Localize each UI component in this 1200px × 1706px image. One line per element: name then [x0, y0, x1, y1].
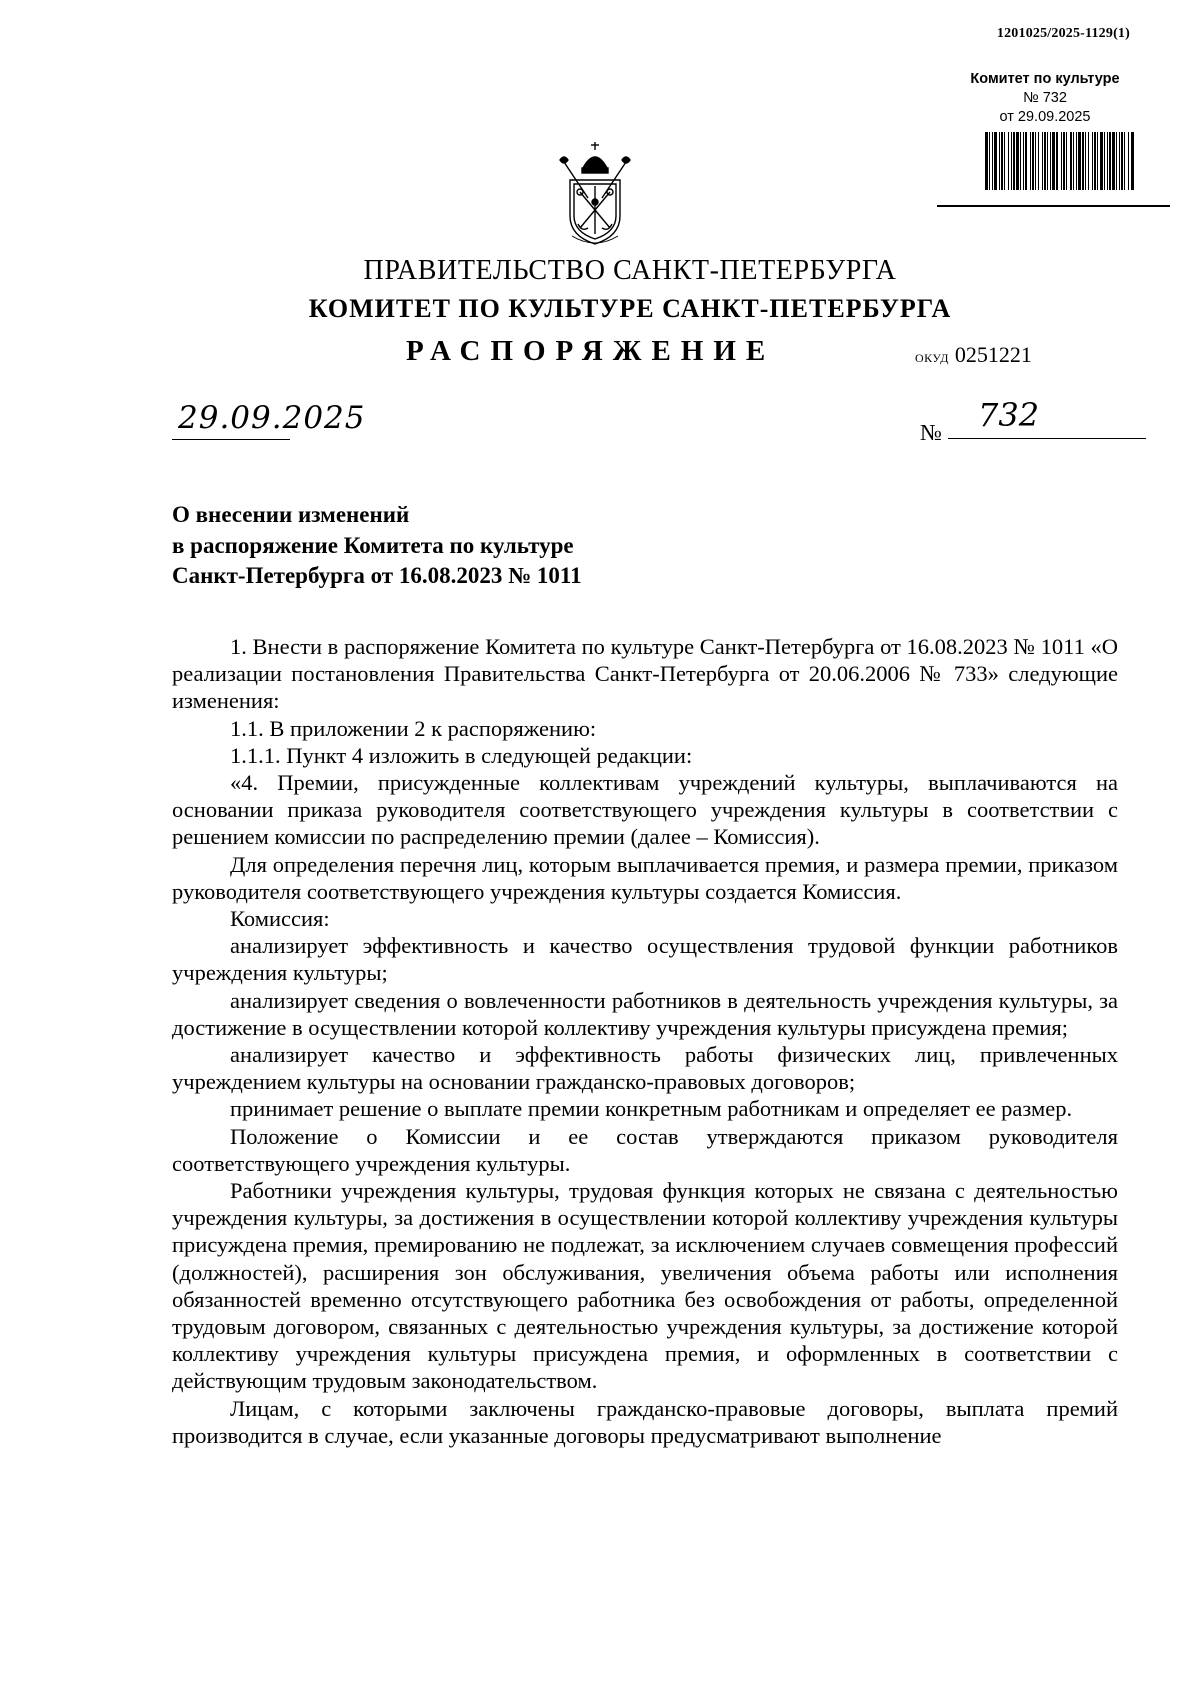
barcode-bar [1100, 132, 1103, 190]
body-paragraph: Комиссия: [230, 906, 330, 932]
government-title: ПРАВИТЕЛЬСТВО САНКТ-ПЕТЕРБУРГА [363, 255, 897, 286]
barcode-bar [1001, 132, 1003, 190]
registration-code: 1201025/2025-1129(1) [996, 26, 1130, 41]
barcode-bar [1078, 132, 1081, 190]
subject-line: в распоряжение Комитета по культуре [172, 532, 574, 558]
document-date: 29.09.2025 [178, 400, 366, 436]
barcode-bar [1042, 132, 1043, 190]
barcode-bar [992, 132, 993, 190]
barcode-bar [1063, 132, 1065, 190]
barcode-bar [1044, 132, 1046, 190]
barcode-bar [1035, 132, 1036, 190]
body-paragraph: 1.1. В приложении 2 к распоряжению: [230, 715, 597, 741]
body-paragraph: анализирует сведения о вовлеченности работников в деятельность учреждения культуры, за достижение в осуществлении которой коллективу учреждения культуры присуждена премия; [172, 987, 1118, 1040]
barcode-bar [1124, 132, 1125, 190]
barcode-bar [1025, 132, 1027, 190]
barcode-bar [1020, 132, 1021, 190]
okud-label: ОКУД [915, 351, 949, 365]
okud-code-block [915, 342, 1032, 368]
number-underline [948, 438, 1146, 439]
body-paragraph: 1. Внести в распоряжение Комитета по культуре Санкт-Петербурга от 16.08.2023 № 1011 «О реализации постановления Правительства Санкт-Петербурга от 20.06.2006 № 733» следующие изменения: [172, 634, 1118, 714]
okud-code: 0251221 [954, 342, 1032, 367]
body-paragraph: Лицам, с которыми заключены гражданско-правовые договоры, выплата премий производится в случае, если указанные договоры предусматривают выполнение [172, 1395, 1118, 1448]
subject-line: Санкт-Петербурга от 16.08.2023 № 1011 [172, 563, 582, 588]
barcode-bar [1052, 132, 1055, 190]
body-paragraph: Работники учреждения культуры, трудовая функция которых не связана с деятельностью учреждения культуры, за достижения в осуществлении которой коллективу учреждения культуры присуждена премия, премированию не подлежат, за исключением случаев совмещения профессий (должностей), расширения зон обслуживания, увеличения объема работы или исполнения обязанностей временно отсутствующего работника без освобождения от работы, определенной трудовым договором, связанных с деятельностью учреждения культуры, за достижение которой коллективу учреждения культуры присуждена премия, и оформленных в соответствии с действующим трудовым законодательством. [172, 1178, 1118, 1394]
barcode-bar [1119, 132, 1120, 190]
document-subject [172, 500, 822, 592]
barcode-bar [1131, 132, 1134, 190]
barcode-bar [1008, 132, 1009, 190]
barcode-bar [1016, 132, 1019, 190]
barcode-bar [1038, 132, 1039, 190]
registration-stamp [940, 70, 1150, 127]
barcode-bar [985, 132, 988, 190]
barcode-bar [1088, 132, 1089, 190]
committee-title: КОМИТЕТ ПО КУЛЬТУРЕ САНКТ-ПЕТЕРБУРГА [308, 294, 952, 323]
stamp-org: Комитет по культуре [970, 71, 1120, 87]
barcode-bar [1128, 132, 1129, 190]
barcode-bar [1061, 132, 1062, 190]
subject-line: О внесении изменений [172, 502, 410, 527]
barcode-bar [1023, 132, 1024, 190]
barcode-bar [1032, 132, 1034, 190]
date-underline [172, 439, 290, 440]
barcode-bar [1047, 132, 1048, 190]
barcode-bar [1066, 132, 1067, 190]
stamp-divider [937, 205, 1170, 207]
barcode-icon [985, 132, 1135, 190]
barcode-bar [1030, 132, 1031, 190]
barcode-bar [1092, 132, 1093, 190]
body-paragraph: анализирует эффективность и качество осуществления трудовой функции работников учреждения культуры; [172, 933, 1118, 986]
barcode-bar [994, 132, 997, 190]
document-body [172, 633, 1118, 1449]
barcode-bar [1011, 132, 1012, 190]
barcode-bar [1104, 132, 1105, 190]
body-paragraph: 1.1.1. Пункт 4 изложить в следующей редакции: [230, 742, 693, 768]
document-number: 732 [978, 396, 1040, 434]
barcode-bar [1073, 132, 1074, 190]
stamp-number: № 732 [1023, 90, 1067, 106]
barcode-bar [1082, 132, 1084, 190]
barcode-bar [1070, 132, 1072, 190]
barcode-bar [1116, 132, 1117, 190]
barcode-bar [1056, 132, 1058, 190]
barcode-bar [1085, 132, 1086, 190]
barcode-bar [1109, 132, 1111, 190]
barcode-bar [1107, 132, 1108, 190]
barcode-bar [1004, 132, 1005, 190]
stamp-date: от 29.09.2025 [999, 109, 1091, 125]
barcode-bar [1112, 132, 1115, 190]
barcode-bar [999, 132, 1000, 190]
coat-of-arms-icon [556, 140, 634, 248]
barcode-bar [1050, 132, 1051, 190]
body-paragraph: «4. Премии, присужденные коллективам учреждений культуры, выплачиваются на основании приказа руководителя соответствующего учреждения культуры в соответствии с решением комиссии по распределению премии (далее – Комиссия). [172, 770, 1118, 850]
body-paragraph: анализирует качество и эффективность работы физических лиц, привлеченных учреждением культуры на основании гражданско-правовых договоров; [172, 1042, 1118, 1095]
body-paragraph: Для определения перечня лиц, которым выплачивается премия, и размера премии, приказом руководителя соответствующего учреждения культуры создается Комиссия. [172, 851, 1118, 904]
body-paragraph: принимает решение о выплате премии конкретным работникам и определяет ее размер. [230, 1096, 1073, 1122]
barcode-bar [1013, 132, 1015, 190]
barcode-bar [1097, 132, 1098, 190]
body-paragraph: Положение о Комиссии и ее состав утверждаются приказом руководителя соответствующего учреждения культуры. [172, 1123, 1118, 1176]
barcode-bar [1121, 132, 1123, 190]
barcode-bar [1094, 132, 1096, 190]
number-sign: № [920, 420, 942, 445]
barcode-bar [989, 132, 990, 190]
document-type: РАСПОРЯЖЕНИЕ [406, 335, 776, 367]
barcode-bar [1076, 132, 1077, 190]
